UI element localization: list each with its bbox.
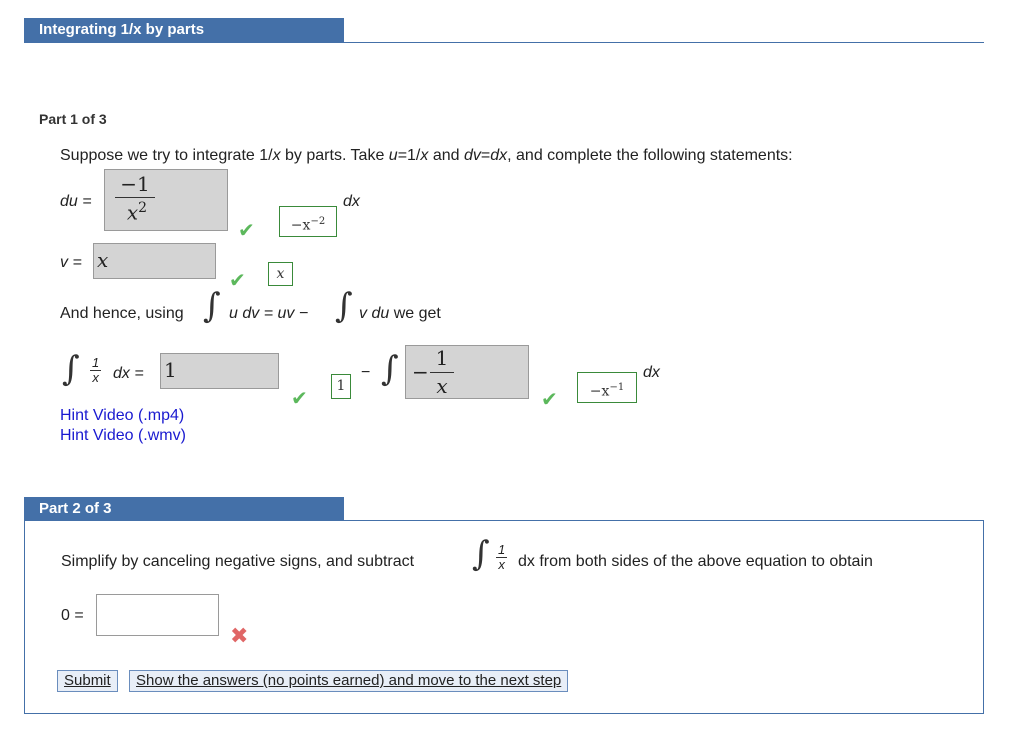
integral-sign-5: ∫: [472, 534, 490, 574]
du-fraction-bar: [115, 197, 155, 198]
du-label: du =: [60, 193, 92, 210]
uv-correct-checkmark-icon: ✔: [291, 388, 308, 410]
vdu-input-sign: −: [412, 360, 429, 384]
part1-label: Part 1 of 3: [39, 111, 107, 127]
part2-label: Part 2 of 3: [39, 500, 112, 517]
part2-instructions-b: dx from both sides of the above equation to obtain: [518, 553, 873, 570]
uv-answer-box: 1: [331, 374, 351, 399]
du-answer-box: $-x^{-2}$: [279, 206, 337, 237]
part2-instructions-a: Simplify by canceling negative signs, and subtract: [61, 553, 415, 570]
hint-video-wmv-link[interactable]: Hint Video (.wmv): [60, 427, 186, 444]
integral-sign-4: ∫: [381, 349, 399, 389]
parts-formula-left: u dv = uv −: [229, 305, 309, 322]
minus-sign: −: [361, 364, 371, 381]
v-correct-checkmark-icon: ✔: [229, 270, 246, 292]
vdu-input-denominator: x: [436, 374, 448, 398]
lhs-dx-equals: dx =: [113, 365, 144, 382]
du-input[interactable]: [104, 169, 228, 231]
hence-text: And hence, using: [60, 305, 184, 322]
du-correct-checkmark-icon: ✔: [238, 220, 255, 242]
submit-button[interactable]: Submit: [57, 670, 118, 692]
v-input[interactable]: x: [93, 243, 216, 279]
v-answer-box: x: [268, 262, 293, 286]
uv-input[interactable]: 1: [160, 353, 279, 389]
integral-sign-1: ∫: [203, 286, 221, 326]
incorrect-x-mark-icon: ✖: [230, 623, 249, 648]
vdu-input[interactable]: [405, 345, 529, 399]
vdu-correct-checkmark-icon: ✔: [541, 389, 558, 411]
du-dx: dx: [343, 193, 360, 210]
parts-formula-right: v du we get: [359, 305, 441, 322]
du-input-denominator: $x^2$: [126, 200, 148, 225]
vdu-fraction-bar: [430, 372, 454, 373]
part2-fraction: $\frac{1}{x}$: [498, 542, 506, 573]
header-divider: [24, 42, 984, 43]
part2-answer-input[interactable]: [96, 594, 219, 636]
page-title-text: Integrating 1/x by parts: [39, 21, 205, 38]
hint-video-mp4-link[interactable]: Hint Video (.mp4): [60, 407, 185, 424]
vdu-input-numerator: 1: [435, 346, 449, 370]
vdu-answer-box: $-x^{-1}$: [577, 372, 637, 403]
zero-equals-label: 0 =: [61, 607, 84, 624]
integral-sign-2: ∫: [335, 286, 353, 326]
du-input-numerator: −1: [120, 172, 150, 196]
part1-instructions: Suppose we try to integrate 1/x by parts. Take u=1/x and dv=dx, and complete the following statements:: [60, 147, 793, 164]
v-label: v =: [60, 254, 82, 271]
lhs-fraction: $\frac{1}{x}$: [92, 355, 100, 386]
vdu-dx: dx: [643, 364, 660, 381]
part2-tab: [24, 497, 344, 521]
show-answers-button[interactable]: Show the answers (no points earned) and move to the next step: [129, 670, 568, 692]
integral-sign-3: ∫: [62, 349, 80, 389]
page-title: [24, 18, 344, 42]
